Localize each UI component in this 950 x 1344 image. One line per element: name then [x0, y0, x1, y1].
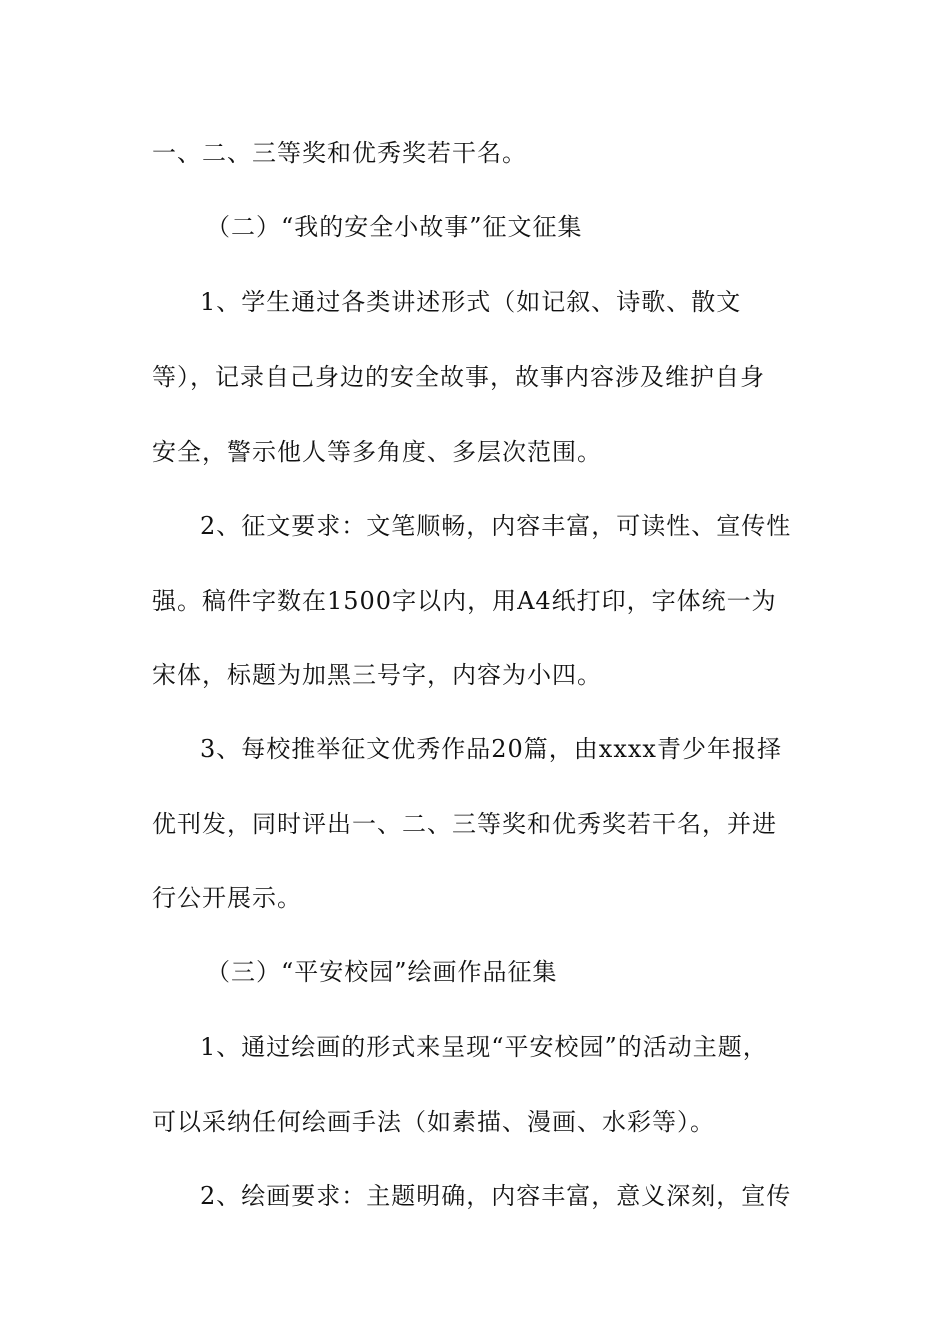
essay-item-1-line-2: 等），记录自己身边的安全故事，故事内容涉及维护自身: [152, 363, 765, 391]
essay-item-3-line-2: 优刊发，同时评出一、二、三等奖和优秀奖若干名，并进: [152, 810, 777, 838]
essay-item-1-line-3: 安全，警示他人等多角度、多层次范围。: [152, 438, 602, 466]
painting-item-1-line-1: 1、通过绘画的形式来呈现“平安校园”的活动主题，: [200, 1033, 768, 1061]
essay-item-2-line-1: 2、征文要求：文笔顺畅，内容丰富，可读性、宣传性: [200, 512, 792, 540]
painting-item-1-line-2: 可以采纳任何绘画手法（如素描、漫画、水彩等）。: [152, 1108, 715, 1136]
essay-item-3-line-1: 3、每校推举征文优秀作品20篇，由xxxx青少年报择: [200, 735, 782, 763]
section-heading-painting-collection: （三）“平安校园”绘画作品征集: [206, 958, 558, 986]
essay-item-2-line-3: 宋体，标题为加黑三号字，内容为小四。: [152, 661, 602, 689]
text-line-continuation-awards: 一、二、三等奖和优秀奖若干名。: [152, 139, 527, 167]
essay-item-1-line-1: 1、学生通过各类讲述形式（如记叙、诗歌、散文: [200, 288, 742, 316]
painting-item-2-line-1: 2、绘画要求：主题明确，内容丰富，意义深刻，宣传: [200, 1182, 792, 1210]
essay-item-3-line-3: 行公开展示。: [152, 884, 302, 912]
essay-item-2-line-2: 强。稿件字数在1500字以内，用A4纸打印，字体统一为: [152, 587, 777, 615]
section-heading-essay-collection: （二）“我的安全小故事”征文征集: [206, 213, 583, 241]
